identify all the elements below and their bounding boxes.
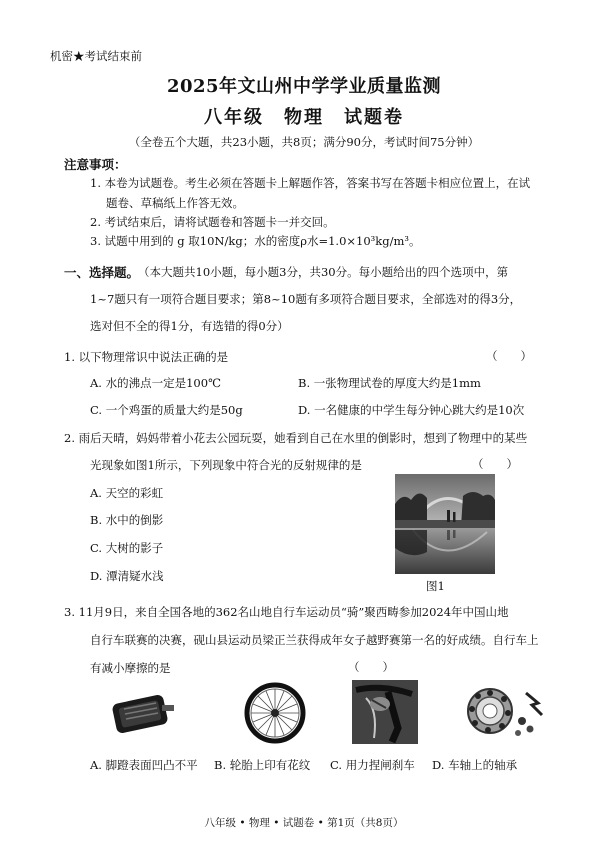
figure-1-caption: 图1 — [426, 579, 445, 593]
q1-stem: 1. 以下物理常识中说法正确的是 — [64, 350, 229, 364]
q3-stem-c: 有减小摩擦的是 — [90, 661, 171, 675]
note-3: 3. 试题中用到的 g 取10N/kg；水的密度ρ水=1.0×10³kg/m³。 — [90, 234, 421, 248]
exam-info: （全卷五个大题，共23小题，共8页；满分90分，考试时间75分钟） — [128, 135, 480, 149]
note-1b: 题卷、草稿纸上作答无效。 — [106, 196, 244, 210]
q2-answer-paren: （ ） — [472, 457, 518, 471]
q2-option-d: D. 潭清疑水浅 — [90, 569, 164, 583]
q2-option-a: A. 天空的彩虹 — [90, 486, 164, 500]
pedal-image — [108, 683, 178, 741]
note-2: 2. 考试结束后，请将试题卷和答题卡一并交回。 — [90, 215, 335, 229]
q2-option-c: C. 大树的影子 — [90, 541, 164, 555]
brake-image — [352, 680, 418, 744]
q3-stem-a: 3. 11月9日，来自全国各地的362名山地自行车运动员“骑”聚西畴参加2024年中国山地 — [64, 605, 509, 619]
q1-option-b: B. 一张物理试卷的厚度大约是1mm — [298, 376, 481, 390]
notes-heading: 注意事项： — [64, 157, 127, 172]
q3-option-b: B. 轮胎上印有花纹 — [214, 758, 311, 772]
q3-option-a: A. 脚蹬表面凹凸不平 — [90, 758, 198, 772]
section1-desc-c: 选对但不全的得1分，有选错的得0分） — [90, 319, 289, 333]
section1-heading: 一、选择题。 — [64, 265, 140, 280]
exam-subtitle: 八年级 物理 试题卷 — [204, 107, 404, 128]
q3-option-d: D. 车轴上的轴承 — [432, 758, 518, 772]
bearing-image — [460, 683, 544, 741]
figure-1-rainbow-reflection — [395, 474, 495, 574]
q3-option-c: C. 用力捏闸刹车 — [330, 758, 415, 772]
section1-desc-a: （本大题共10小题，每小题3分，共30分。每小题给出的四个选项中，第 — [138, 265, 509, 279]
q3-stem-b: 自行车联赛的决赛，砚山县运动员梁正兰获得成年女子越野赛第一名的好成绩。自行车上 — [90, 633, 539, 647]
wheel-image — [244, 682, 306, 744]
q1-option-d: D. 一名健康的中学生每分钟心跳大约是10次 — [298, 403, 525, 417]
section1-desc-b: 1~7题只有一项符合题目要求；第8~10题有多项符合题目要求，全部选对的得3分， — [90, 292, 522, 306]
page-footer: 八年级 • 物理 • 试题卷 • 第1页（共8页） — [204, 817, 404, 829]
q2-option-b: B. 水中的倒影 — [90, 513, 164, 527]
q2-stem-a: 2. 雨后天晴，妈妈带着小花去公园玩耍，她看到自己在水里的倒影时，想到了物理中的某些 — [64, 431, 528, 445]
confidential-label: 机密★考试结束前 — [50, 49, 142, 63]
note-1a: 1. 本卷为试题卷。考生必须在答题卡上解题作答，答案书写在答题卡相应位置上，在试 — [90, 176, 531, 190]
q2-stem-b: 光现象如图1所示，下列现象中符合光的反射规律的是 — [90, 458, 362, 472]
q1-answer-paren: （ ） — [486, 349, 532, 363]
q3-answer-paren: （ ） — [348, 660, 394, 674]
q1-option-a: A. 水的沸点一定是100℃ — [90, 376, 221, 390]
q1-option-c: C. 一个鸡蛋的质量大约是50g — [90, 403, 243, 417]
exam-title: 2025年文山州中学学业质量监测 — [166, 76, 442, 97]
